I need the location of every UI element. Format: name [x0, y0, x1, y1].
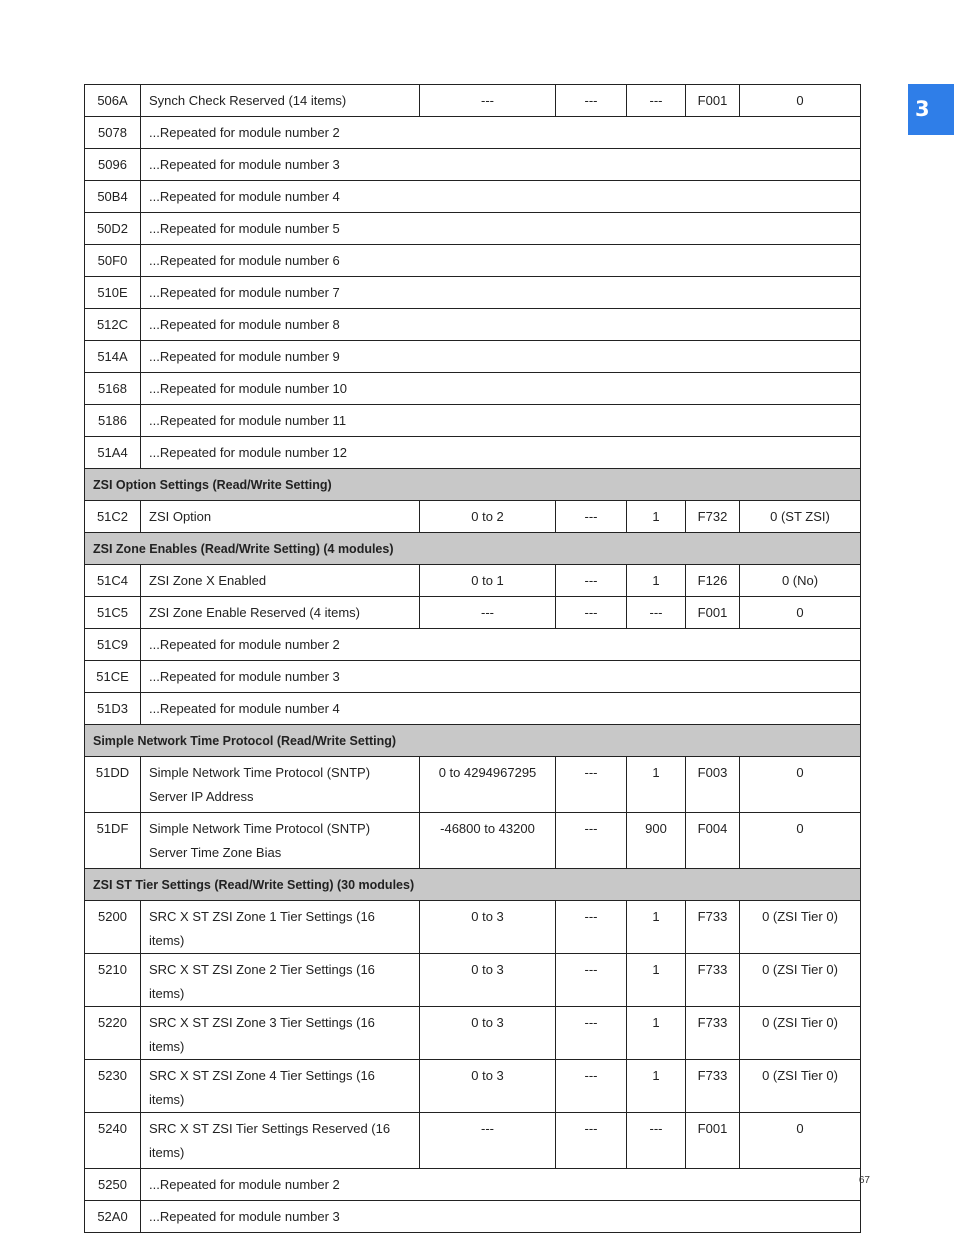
register-row: [85, 1060, 861, 1113]
register-row: [85, 757, 861, 813]
register-row: [85, 813, 861, 869]
repeated-module-row: [85, 629, 861, 661]
page-number: 67: [858, 1175, 870, 1186]
range-cell: 0 to 1: [420, 565, 556, 597]
repeated-module-row: [85, 341, 861, 373]
description-cell: ...Repeated for module number 3: [141, 1201, 861, 1233]
units-cell: ---: [556, 1007, 627, 1060]
repeated-module-row: [85, 117, 861, 149]
description-cell: ...Repeated for module number 4: [141, 693, 861, 725]
section-header-row: [85, 469, 861, 501]
description-cell: ...Repeated for module number 2: [141, 117, 861, 149]
address-cell: 5078: [85, 117, 141, 149]
default-cell: 0 (ZSI Tier 0): [740, 954, 861, 1007]
description-cell: ...Repeated for module number 9: [141, 341, 861, 373]
format-cell: F733: [686, 901, 740, 954]
address-cell: 50D2: [85, 213, 141, 245]
address-cell: 51CE: [85, 661, 141, 693]
units-cell: ---: [556, 757, 627, 813]
repeated-module-row: [85, 1169, 861, 1201]
format-cell: F733: [686, 1060, 740, 1113]
address-cell: 51C4: [85, 565, 141, 597]
units-cell: ---: [556, 565, 627, 597]
address-cell: 51DF: [85, 813, 141, 869]
units-cell: ---: [556, 1060, 627, 1113]
description-cell: SRC X ST ZSI Zone 3 Tier Settings (16 items): [141, 1007, 420, 1060]
step-cell: ---: [627, 597, 686, 629]
repeated-module-row: [85, 213, 861, 245]
address-cell: 51C5: [85, 597, 141, 629]
address-cell: 50B4: [85, 181, 141, 213]
units-cell: ---: [556, 85, 627, 117]
register-row: [85, 1113, 861, 1169]
section-title: ZSI Option Settings (Read/Write Setting): [85, 469, 861, 501]
default-cell: 0: [740, 813, 861, 869]
address-cell: 5200: [85, 901, 141, 954]
repeated-module-row: [85, 309, 861, 341]
format-cell: F733: [686, 954, 740, 1007]
address-cell: 51C9: [85, 629, 141, 661]
range-cell: ---: [420, 597, 556, 629]
description-cell: ...Repeated for module number 5: [141, 213, 861, 245]
address-cell: 5220: [85, 1007, 141, 1060]
range-cell: 0 to 3: [420, 954, 556, 1007]
address-cell: 5096: [85, 149, 141, 181]
description-cell: SRC X ST ZSI Zone 1 Tier Settings (16 items): [141, 901, 420, 954]
address-cell: 51A4: [85, 437, 141, 469]
format-cell: F003: [686, 757, 740, 813]
register-row: [85, 597, 861, 629]
default-cell: 0: [740, 757, 861, 813]
units-cell: ---: [556, 954, 627, 1007]
description-cell: ...Repeated for module number 10: [141, 373, 861, 405]
range-cell: 0 to 4294967295: [420, 757, 556, 813]
format-cell: F001: [686, 1113, 740, 1169]
description-cell: ...Repeated for module number 4: [141, 181, 861, 213]
format-cell: F004: [686, 813, 740, 869]
description-cell: SRC X ST ZSI Zone 2 Tier Settings (16 items): [141, 954, 420, 1007]
range-cell: 0 to 3: [420, 901, 556, 954]
default-cell: 0: [740, 1113, 861, 1169]
section-title: ZSI Zone Enables (Read/Write Setting) (4 modules): [85, 533, 861, 565]
repeated-module-row: [85, 149, 861, 181]
section-title: ZSI ST Tier Settings (Read/Write Setting) (30 modules): [85, 869, 861, 901]
address-cell: 51D3: [85, 693, 141, 725]
address-cell: 514A: [85, 341, 141, 373]
modbus-register-table: [84, 84, 861, 1233]
default-cell: 0 (ZSI Tier 0): [740, 901, 861, 954]
repeated-module-row: [85, 661, 861, 693]
range-cell: 0 to 2: [420, 501, 556, 533]
range-cell: ---: [420, 85, 556, 117]
register-row: [85, 1007, 861, 1060]
address-cell: 5210: [85, 954, 141, 1007]
units-cell: ---: [556, 1113, 627, 1169]
repeated-module-row: [85, 373, 861, 405]
address-cell: 50F0: [85, 245, 141, 277]
description-cell: ...Repeated for module number 7: [141, 277, 861, 309]
address-cell: 5230: [85, 1060, 141, 1113]
address-cell: 5168: [85, 373, 141, 405]
format-cell: F733: [686, 1007, 740, 1060]
step-cell: 1: [627, 757, 686, 813]
default-cell: 0 (No): [740, 565, 861, 597]
address-cell: 5250: [85, 1169, 141, 1201]
range-cell: 0 to 3: [420, 1007, 556, 1060]
section-header-row: [85, 533, 861, 565]
description-cell: ...Repeated for module number 6: [141, 245, 861, 277]
range-cell: 0 to 3: [420, 1060, 556, 1113]
description-cell: ...Repeated for module number 3: [141, 661, 861, 693]
step-cell: 1: [627, 1007, 686, 1060]
step-cell: 1: [627, 565, 686, 597]
repeated-module-row: [85, 437, 861, 469]
register-row: [85, 85, 861, 117]
description-cell: Simple Network Time Protocol (SNTP) Server IP Address: [141, 757, 420, 813]
step-cell: ---: [627, 1113, 686, 1169]
address-cell: 51C2: [85, 501, 141, 533]
section-header-row: [85, 725, 861, 757]
format-cell: F001: [686, 85, 740, 117]
default-cell: 0: [740, 597, 861, 629]
description-cell: ...Repeated for module number 2: [141, 1169, 861, 1201]
description-cell: ...Repeated for module number 2: [141, 629, 861, 661]
format-cell: F126: [686, 565, 740, 597]
repeated-module-row: [85, 693, 861, 725]
description-cell: ...Repeated for module number 11: [141, 405, 861, 437]
register-row: [85, 954, 861, 1007]
step-cell: 900: [627, 813, 686, 869]
units-cell: ---: [556, 901, 627, 954]
section-title: Simple Network Time Protocol (Read/Write Setting): [85, 725, 861, 757]
description-cell: ZSI Zone X Enabled: [141, 565, 420, 597]
format-cell: F001: [686, 597, 740, 629]
address-cell: 506A: [85, 85, 141, 117]
units-cell: ---: [556, 813, 627, 869]
register-row: [85, 565, 861, 597]
section-header-row: [85, 869, 861, 901]
units-cell: ---: [556, 501, 627, 533]
range-cell: -46800 to 43200: [420, 813, 556, 869]
repeated-module-row: [85, 405, 861, 437]
repeated-module-row: [85, 245, 861, 277]
step-cell: 1: [627, 901, 686, 954]
description-cell: ZSI Option: [141, 501, 420, 533]
register-row: [85, 901, 861, 954]
address-cell: 510E: [85, 277, 141, 309]
address-cell: 5240: [85, 1113, 141, 1169]
default-cell: 0: [740, 85, 861, 117]
step-cell: 1: [627, 1060, 686, 1113]
description-cell: ...Repeated for module number 12: [141, 437, 861, 469]
register-row: [85, 501, 861, 533]
description-cell: SRC X ST ZSI Tier Settings Reserved (16 items): [141, 1113, 420, 1169]
address-cell: 5186: [85, 405, 141, 437]
description-cell: Synch Check Reserved (14 items): [141, 85, 420, 117]
description-cell: ...Repeated for module number 3: [141, 149, 861, 181]
step-cell: ---: [627, 85, 686, 117]
address-cell: 51DD: [85, 757, 141, 813]
chapter-tab: 3: [908, 84, 954, 135]
description-cell: ...Repeated for module number 8: [141, 309, 861, 341]
description-cell: Simple Network Time Protocol (SNTP) Server Time Zone Bias: [141, 813, 420, 869]
units-cell: ---: [556, 597, 627, 629]
default-cell: 0 (ZSI Tier 0): [740, 1007, 861, 1060]
step-cell: 1: [627, 954, 686, 1007]
range-cell: ---: [420, 1113, 556, 1169]
repeated-module-row: [85, 277, 861, 309]
description-cell: SRC X ST ZSI Zone 4 Tier Settings (16 items): [141, 1060, 420, 1113]
description-cell: ZSI Zone Enable Reserved (4 items): [141, 597, 420, 629]
address-cell: 52A0: [85, 1201, 141, 1233]
default-cell: 0 (ST ZSI): [740, 501, 861, 533]
table-body: [85, 85, 861, 1233]
repeated-module-row: [85, 1201, 861, 1233]
format-cell: F732: [686, 501, 740, 533]
default-cell: 0 (ZSI Tier 0): [740, 1060, 861, 1113]
address-cell: 512C: [85, 309, 141, 341]
repeated-module-row: [85, 181, 861, 213]
step-cell: 1: [627, 501, 686, 533]
